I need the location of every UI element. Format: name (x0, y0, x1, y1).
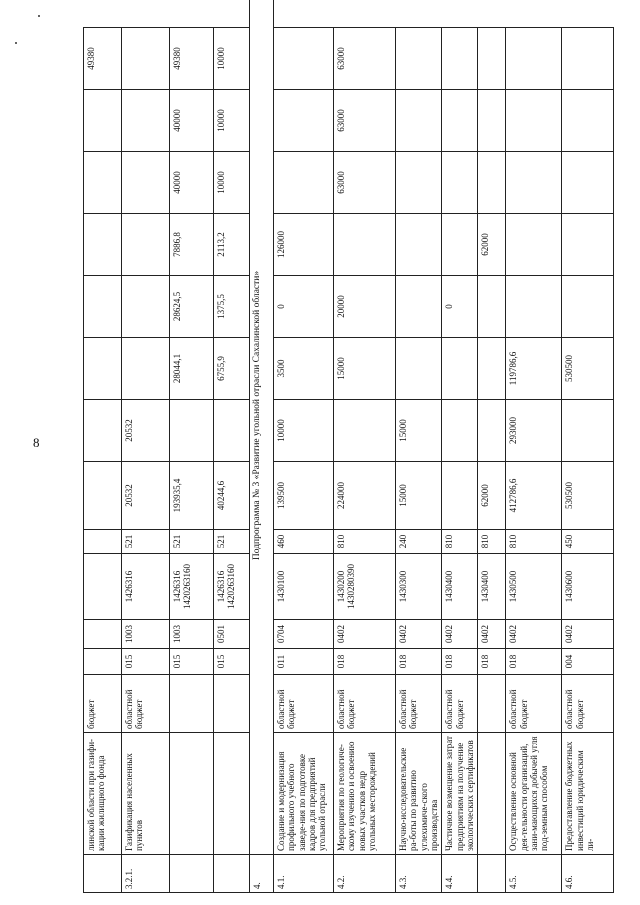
cell-rz: 0402 (478, 620, 506, 649)
cell-y1 (170, 400, 214, 462)
cell-source (214, 675, 250, 733)
cell-y3 (84, 276, 122, 338)
cell-total: 412786,6 (506, 462, 562, 530)
cell-y3 (506, 276, 562, 338)
scan-speck (38, 15, 40, 17)
cell-source: областной бюджет (396, 675, 442, 733)
cell-y5 (274, 152, 334, 214)
cell-y4 (506, 214, 562, 276)
cell-name (170, 733, 214, 855)
cell-rz: 1003 (170, 620, 214, 649)
cell-y7 (396, 28, 442, 90)
cell-source: областной бюджет (506, 675, 562, 733)
cell-y2 (478, 338, 506, 400)
cell-y5 (506, 152, 562, 214)
cell-y3: 20000 (334, 276, 396, 338)
table-row (562, 0, 614, 893)
cell-y7 (274, 28, 334, 90)
table-row (84, 0, 122, 893)
cell-total (84, 462, 122, 530)
cell-name: Газификация населенных пунктов (122, 733, 170, 855)
cell-name: Создание и модернизация профильного учебного заведе-ния по подготовке кадров для предприятий угольной отрасли (274, 733, 334, 855)
cell-csr: 1426316 1420263160 (214, 554, 250, 620)
cell-vr: 521 (214, 530, 250, 554)
cell-y7: 63000 (334, 28, 396, 90)
cell-total: 139500 (274, 462, 334, 530)
cell-y3: 28624,5 (170, 276, 214, 338)
cell-y6 (274, 90, 334, 152)
cell-csr: 1430500 (506, 554, 562, 620)
cell-y5 (396, 152, 442, 214)
cell-source: бюджет (84, 675, 122, 733)
cell-total: 15000 (396, 462, 442, 530)
cell-no: 3.2.1. (122, 855, 170, 893)
cell-y6 (478, 90, 506, 152)
cell-vr: 450 (562, 530, 614, 554)
cell-csr: 1430600 (562, 554, 614, 620)
cell-grbs: 018 (334, 649, 396, 675)
cell-rz: 0704 (274, 620, 334, 649)
cell-name (478, 733, 506, 855)
cell-y1: 10000 (274, 400, 334, 462)
cell-csr: 1430400 (478, 554, 506, 620)
cell-name: Частичное возмещение затрат предприятиям на получение экологических сертификатов (442, 733, 478, 855)
cell-vr: 810 (478, 530, 506, 554)
cell-vr: 521 (122, 530, 170, 554)
cell-grbs: 015 (122, 649, 170, 675)
cell-y5: 40000 (170, 152, 214, 214)
cell-csr: 1430300 (396, 554, 442, 620)
row-number: 4. (250, 855, 274, 893)
cell-vr: 810 (442, 530, 478, 554)
cell-grbs (84, 649, 122, 675)
cell-y2 (122, 338, 170, 400)
cell-y2 (84, 338, 122, 400)
cell-y2: 119786,6 (506, 338, 562, 400)
page-number: 8 (33, 435, 40, 450)
cell-y1: 20532 (122, 400, 170, 462)
cell-rz: 0501 (214, 620, 250, 649)
cell-no: 4.5. (506, 855, 562, 893)
cell-y1 (562, 400, 614, 462)
cell-y7: 10000 (214, 28, 250, 90)
cell-no: 4.4. (442, 855, 478, 893)
cell-y2: 6755,9 (214, 338, 250, 400)
cell-total: 20532 (122, 462, 170, 530)
cell-y2: 28044,1 (170, 338, 214, 400)
cell-y5 (562, 152, 614, 214)
cell-name: Предоставление бюджетных инвестиций юридическим ли- (562, 733, 614, 855)
cell-name (214, 733, 250, 855)
cell-y4 (442, 214, 478, 276)
cell-total (442, 462, 478, 530)
cell-y4 (84, 214, 122, 276)
cell-total: 530500 (562, 462, 614, 530)
cell-y4: 126000 (274, 214, 334, 276)
cell-no: 4.6. (562, 855, 614, 893)
subprogram-title: Подпрограмма № 3 «Развитие угольной отрасли Сахалинской области» (250, 0, 274, 855)
cell-rz: 0402 (396, 620, 442, 649)
cell-y7: 49380 (84, 28, 122, 90)
cell-no (478, 855, 506, 893)
cell-rz (84, 620, 122, 649)
cell-y7: 49380 (170, 28, 214, 90)
table-row (506, 0, 562, 893)
cell-no: 4.3. (396, 855, 442, 893)
cell-y3 (562, 276, 614, 338)
cell-y6 (442, 90, 478, 152)
table-row (122, 0, 170, 893)
cell-no (84, 855, 122, 893)
cell-y5 (122, 152, 170, 214)
cell-y4 (562, 214, 614, 276)
cell-y1: 293000 (506, 400, 562, 462)
cell-y7 (506, 28, 562, 90)
cell-vr (84, 530, 122, 554)
cell-name: Осуществление основной дея-тельности организаций, зани-мающихся добычей угля под-земным способом (506, 733, 562, 855)
cell-source: областной бюджет (122, 675, 170, 733)
cell-no: 4.1. (274, 855, 334, 893)
cell-y3 (478, 276, 506, 338)
cell-y6 (84, 90, 122, 152)
cell-csr: 1430400 (442, 554, 478, 620)
cell-csr: 1426316 (122, 554, 170, 620)
cell-y2: 530500 (562, 338, 614, 400)
table-row (170, 0, 214, 893)
cell-y5: 63000 (334, 152, 396, 214)
cell-y1 (214, 400, 250, 462)
cell-csr: 1430200 1430280390 (334, 554, 396, 620)
cell-grbs: 018 (506, 649, 562, 675)
cell-y5 (442, 152, 478, 214)
cell-y1 (334, 400, 396, 462)
cell-source (170, 675, 214, 733)
cell-name: линской области при газифи-кации жилищного фонда (84, 733, 122, 855)
cell-no (170, 855, 214, 893)
cell-total: 193935,4 (170, 462, 214, 530)
cell-y5: 10000 (214, 152, 250, 214)
cell-grbs: 015 (170, 649, 214, 675)
table-row (396, 0, 442, 893)
cell-vr: 810 (334, 530, 396, 554)
cell-y6 (562, 90, 614, 152)
cell-total: 40244,6 (214, 462, 250, 530)
cell-rz: 0402 (506, 620, 562, 649)
cell-y4 (334, 214, 396, 276)
cell-y7 (122, 28, 170, 90)
cell-no (214, 855, 250, 893)
cell-y4 (396, 214, 442, 276)
cell-y5 (84, 152, 122, 214)
cell-y3 (396, 276, 442, 338)
cell-vr: 521 (170, 530, 214, 554)
cell-total: 62000 (478, 462, 506, 530)
cell-y2: 3500 (274, 338, 334, 400)
subprogram-header-row (250, 0, 274, 893)
cell-grbs: 018 (478, 649, 506, 675)
cell-csr: 1426316 1420263160 (170, 554, 214, 620)
budget-table (83, 0, 614, 893)
cell-csr: 1430100 (274, 554, 334, 620)
cell-total: 224000 (334, 462, 396, 530)
cell-y6: 63000 (334, 90, 396, 152)
cell-vr: 810 (506, 530, 562, 554)
cell-y4: 7886,8 (170, 214, 214, 276)
cell-grbs: 011 (274, 649, 334, 675)
cell-source: областной бюджет (562, 675, 614, 733)
cell-y6 (396, 90, 442, 152)
cell-y1: 15000 (396, 400, 442, 462)
cell-vr: 240 (396, 530, 442, 554)
cell-no: 4.2. (334, 855, 396, 893)
cell-source (478, 675, 506, 733)
table-row (274, 0, 334, 893)
cell-y3: 0 (442, 276, 478, 338)
cell-y2 (396, 338, 442, 400)
cell-y3: 1375,5 (214, 276, 250, 338)
cell-grbs: 004 (562, 649, 614, 675)
cell-vr: 460 (274, 530, 334, 554)
cell-grbs: 015 (214, 649, 250, 675)
cell-y7 (442, 28, 478, 90)
cell-name: Научно-исследовательские ра-боты по развитию углехимиче-ского производства (396, 733, 442, 855)
cell-rz: 0402 (334, 620, 396, 649)
cell-source: областной бюджет (334, 675, 396, 733)
table-row (442, 0, 478, 893)
cell-y7 (478, 28, 506, 90)
cell-rz: 0402 (562, 620, 614, 649)
cell-grbs: 018 (442, 649, 478, 675)
scan-speck (15, 42, 17, 44)
table-row (214, 0, 250, 893)
table-row (334, 0, 396, 893)
cell-rz: 0402 (442, 620, 478, 649)
cell-source: областной бюджет (442, 675, 478, 733)
cell-y1 (478, 400, 506, 462)
rotated-table-sheet (83, 13, 596, 893)
cell-rz: 1003 (122, 620, 170, 649)
cell-y5 (478, 152, 506, 214)
cell-y3 (122, 276, 170, 338)
cell-y6: 10000 (214, 90, 250, 152)
cell-y1 (442, 400, 478, 462)
cell-y1 (84, 400, 122, 462)
cell-y2 (442, 338, 478, 400)
cell-y3: 0 (274, 276, 334, 338)
cell-y2: 15000 (334, 338, 396, 400)
cell-y6 (122, 90, 170, 152)
cell-y4: 62000 (478, 214, 506, 276)
cell-name: Мероприятия по геологиче-скому изучению и освоению новых участков недр угольных месторождений (334, 733, 396, 855)
table-row (478, 0, 506, 893)
cell-source: областной бюджет (274, 675, 334, 733)
cell-y7 (562, 28, 614, 90)
cell-y6: 40000 (170, 90, 214, 152)
cell-y4: 2113,2 (214, 214, 250, 276)
cell-grbs: 018 (396, 649, 442, 675)
cell-y4 (122, 214, 170, 276)
cell-csr (84, 554, 122, 620)
cell-y6 (506, 90, 562, 152)
